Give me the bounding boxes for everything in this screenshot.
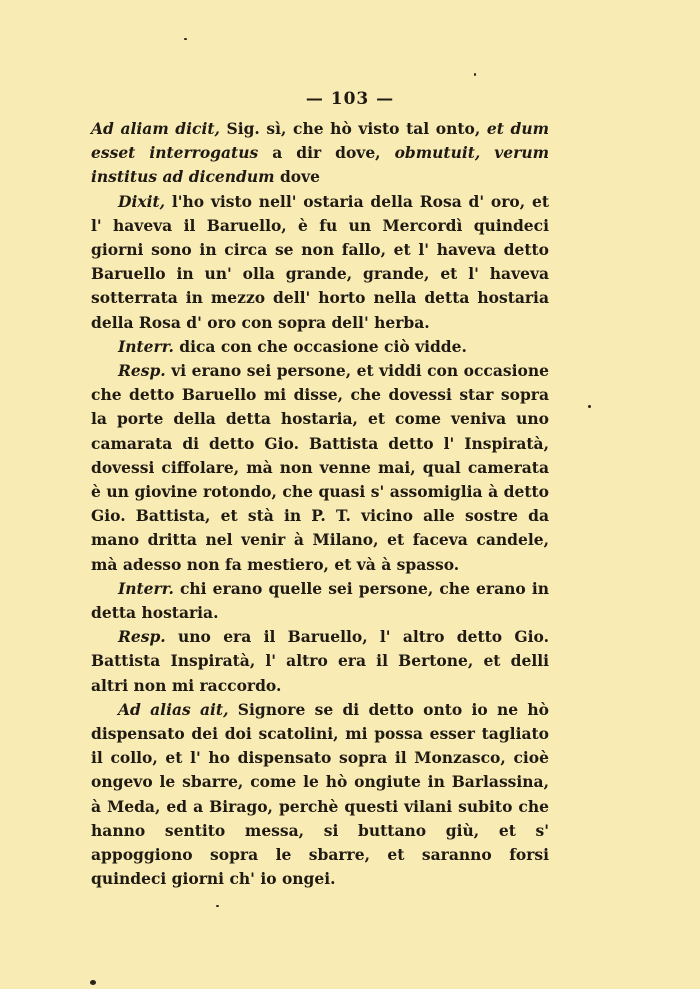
- ink-speck: [588, 405, 591, 408]
- latin-phrase: obmutuit, verum institus ad dicendum: [91, 143, 549, 187]
- latin-phrase: Dixit,: [118, 191, 166, 211]
- paragraph-ad-alias-ait: [91, 698, 549, 892]
- paragraph-interr-1: [91, 335, 549, 359]
- text-run: dica con che occasione ciò vidde.: [173, 336, 467, 356]
- text-run: uno era il Baruello, l' altro detto Gio. Battista Inspiratà, l' altro era il Bertone, et delli altri non mi raccordo.: [91, 627, 549, 695]
- speaker-label: Resp.: [118, 361, 166, 381]
- latin-phrase: Ad alias ait,: [118, 699, 229, 719]
- ink-speck: [184, 38, 187, 40]
- paragraph-interr-2: [91, 577, 549, 625]
- text-run: dove: [274, 167, 321, 187]
- text-run: a dir dove,: [258, 143, 395, 163]
- ink-speck: [216, 905, 219, 907]
- text-run: Sig. sì, che hò visto tal onto,: [219, 119, 487, 138]
- paragraph-ad-aliam-dicit: [91, 117, 549, 190]
- text-run: vi erano sei persone, et viddi con occasione che detto Baruello mi disse, che dovessi star sopra la porte della detta hostaria, et come veniva uno camarata di detto Gio. Battista detto l' Inspiratà, dovessi ciffolare, mà non venne mai, qual camerata è un giovine rotondo, che quasi s' assomiglia à detto Gio. Battista, et stà in P. T. vicino alle sostre da mano dritta nel venir à Milano, et faceva candele, mà adesso non fa mestiero, et và à spasso.: [91, 361, 549, 574]
- speaker-label: Interr.: [118, 336, 174, 356]
- latin-phrase: et dum esset interrogatus: [91, 119, 549, 163]
- body-text: [91, 117, 549, 892]
- page-number: — 103 —: [305, 89, 395, 109]
- paragraph-resp-2: [91, 625, 549, 698]
- text-run: l'ho visto nell' ostaria della Rosa d' oro, et l' haveva il Baruello, è fu un Mercordì quindeci giorni sono in circa se non fallo, et l' haveva detto Baruello in un' olla grande, grande, et l' haveva sotterrata in mezzo dell' horto nella detta hostaria della Rosa d' oro con sopra dell' herba.: [91, 191, 549, 332]
- speaker-label: Resp.: [118, 627, 166, 647]
- paragraph-dixit: [91, 190, 549, 335]
- ink-speck: [90, 980, 96, 985]
- text-run: chi erano quelle sei persone, che erano in detta hostaria.: [91, 578, 549, 623]
- paragraph-resp-1: [91, 359, 549, 577]
- text-run: Signore se di detto onto io ne hò dispensato dei doi scatolini, mi possa esser tagliato il collo, et l' ho dispensato sopra il Monzasco, cioè ongevo le sbarre, come le hò ongiute in Barlassina, à Meda, ed a Birago, perchè questi vilani subito che hanno sentito messa, si buttano giù, et s' appoggiono sopra le sbarre, et saranno forsi quindeci giorni ch' io ongei.: [91, 699, 550, 889]
- speaker-label: Interr.: [118, 578, 174, 598]
- latin-phrase: Ad aliam dicit,: [91, 119, 220, 138]
- ink-speck: [474, 73, 476, 76]
